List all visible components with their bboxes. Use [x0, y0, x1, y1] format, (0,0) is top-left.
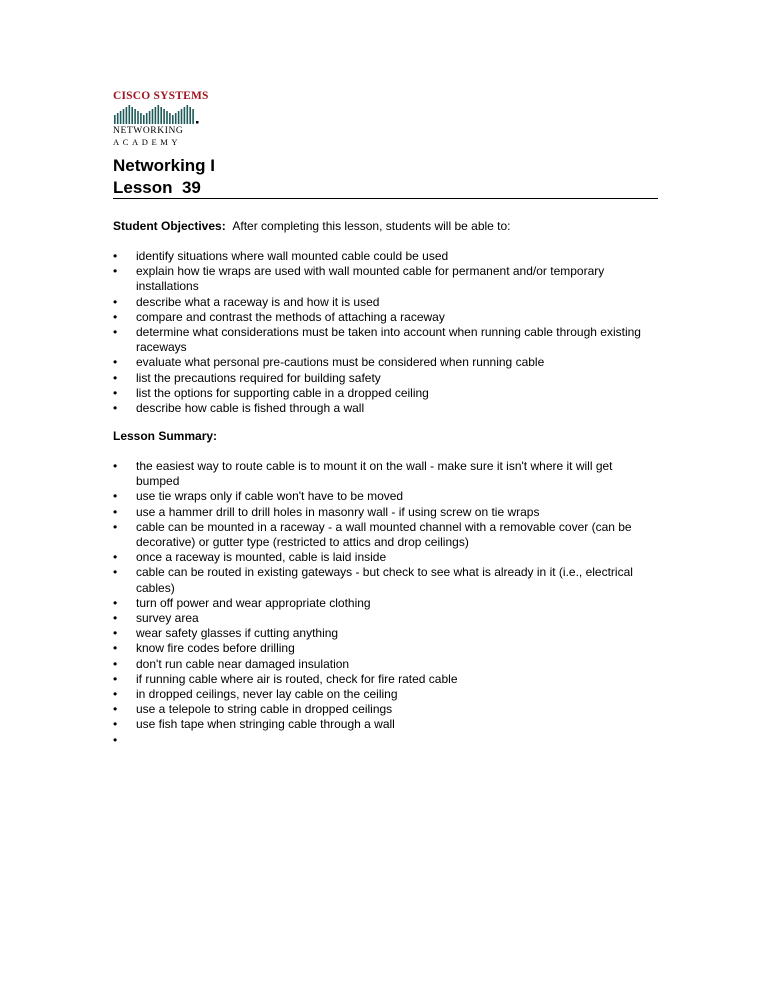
list-item: [113, 371, 658, 386]
bullet-icon: •: [113, 717, 118, 732]
list-item-text: use a hammer drill to drill holes in masonry wall - if using screw on tie wraps: [136, 504, 540, 519]
list-item: [113, 596, 658, 611]
list-item: [113, 641, 658, 656]
list-item: [113, 550, 658, 565]
bullet-icon: •: [113, 325, 118, 340]
list-item-text: use tie wraps only if cable won't have to be moved: [136, 489, 404, 504]
list-item-text: compare and contrast the methods of attaching a raceway: [136, 309, 445, 324]
list-item-text: in dropped ceilings, never lay cable on the ceiling: [136, 687, 398, 702]
objectives-intro: [113, 219, 511, 234]
bullet-icon: •: [113, 641, 118, 656]
list-item-text: cable can be mounted in a raceway - a wall mounted channel with a removable cover (can be decorative) or gutter type (restricted to attics and drop ceilings): [136, 519, 632, 550]
bullet-icon: •: [113, 355, 118, 370]
list-item: [113, 325, 658, 355]
bullet-icon: •: [113, 519, 118, 534]
list-item: [113, 565, 658, 595]
list-item-text: identify situations where wall mounted cable could be used: [136, 249, 449, 263]
list-item: [113, 626, 658, 641]
bullet-icon: •: [113, 385, 118, 400]
list-item-text: list the options for supporting cable in a dropped ceiling: [136, 385, 429, 400]
bullet-icon: •: [113, 401, 118, 416]
bullet-icon: •: [113, 264, 118, 279]
list-item: [113, 611, 658, 626]
course-title: Networking I: [113, 156, 216, 175]
bullet-icon: •: [113, 595, 118, 610]
list-item-text: evaluate what personal pre-cautions must be considered when running cable: [136, 355, 545, 370]
bullet-icon: •: [113, 489, 118, 504]
list-item-text: know fire codes before drilling: [136, 641, 295, 656]
bullet-icon: •: [113, 550, 118, 565]
logo-bars-icon: [113, 104, 197, 124]
objectives-label: Student Objectives:: [113, 219, 226, 233]
list-item: [113, 672, 658, 687]
list-item-text: the easiest way to route cable is to mount it on the wall - make sure it isn't where it will get bumped: [136, 459, 613, 489]
list-item-text: determine what considerations must be taken into account when running cable through existing raceways: [136, 325, 641, 355]
list-item: [113, 702, 658, 717]
bullet-icon: •: [113, 565, 118, 580]
list-item: [113, 295, 658, 310]
bullet-icon: •: [113, 611, 118, 626]
lesson-title: Lesson 39: [113, 178, 201, 197]
bullet-icon: •: [113, 656, 118, 671]
bullet-icon: •: [113, 294, 118, 309]
bullet-icon: •: [113, 249, 118, 263]
list-item-text: survey area: [136, 611, 199, 626]
list-item: [113, 489, 658, 504]
bullet-icon: •: [113, 702, 118, 717]
logo-brand: CISCO SYSTEMS: [113, 90, 209, 102]
bullet-icon: •: [113, 732, 118, 747]
list-item-text: once a raceway is mounted, cable is laid inside: [136, 550, 387, 565]
list-item-text: describe what a raceway is and how it is used: [136, 294, 380, 309]
bullet-icon: •: [113, 687, 118, 702]
bullet-icon: •: [113, 671, 118, 686]
list-item: [113, 264, 658, 294]
list-item-text: turn off power and wear appropriate clothing: [136, 595, 371, 610]
list-item: [113, 386, 658, 401]
list-item: [113, 505, 658, 520]
list-item: [113, 687, 658, 702]
header-divider: [113, 198, 658, 199]
list-item-text: use a telepole to string cable in dropped ceilings: [136, 702, 393, 717]
list-item-text: wear safety glasses if cutting anything: [136, 626, 339, 641]
list-item-text: list the precautions required for building safety: [136, 370, 381, 385]
list-item: [113, 401, 658, 416]
list-item-text: don't run cable near damaged insulation: [136, 656, 350, 671]
objectives-intro-text: After completing this lesson, students will be able to:: [232, 219, 511, 233]
list-item-text: describe how cable is fished through a wall: [136, 401, 365, 416]
list-item: [113, 520, 658, 550]
bullet-icon: •: [113, 370, 118, 385]
cisco-logo: [113, 90, 213, 158]
list-item-text: use fish tape when stringing cable through a wall: [136, 717, 395, 732]
bullet-icon: •: [113, 504, 118, 519]
list-item: [113, 657, 658, 672]
logo-academy: ACADEMY: [113, 137, 182, 147]
list-item: [113, 355, 658, 370]
logo-networking: NETWORKING: [113, 126, 184, 136]
summary-list: [113, 459, 658, 747]
list-item: [113, 459, 658, 489]
list-item: [113, 249, 658, 264]
bullet-icon: •: [113, 459, 118, 473]
list-item-text: explain how tie wraps are used with wall mounted cable for permanent and/or temporary installations: [136, 264, 605, 294]
list-item: [113, 310, 658, 325]
list-item: [113, 717, 658, 732]
list-item-text: if running cable where air is routed, check for fire rated cable: [136, 671, 458, 686]
objectives-list: [113, 249, 658, 416]
summary-label: Lesson Summary:: [113, 429, 218, 443]
bullet-icon: •: [113, 309, 118, 324]
list-item-text: cable can be routed in existing gateways - but check to see what is already in it (i.e., electrical cables): [136, 565, 633, 595]
bullet-icon: •: [113, 626, 118, 641]
